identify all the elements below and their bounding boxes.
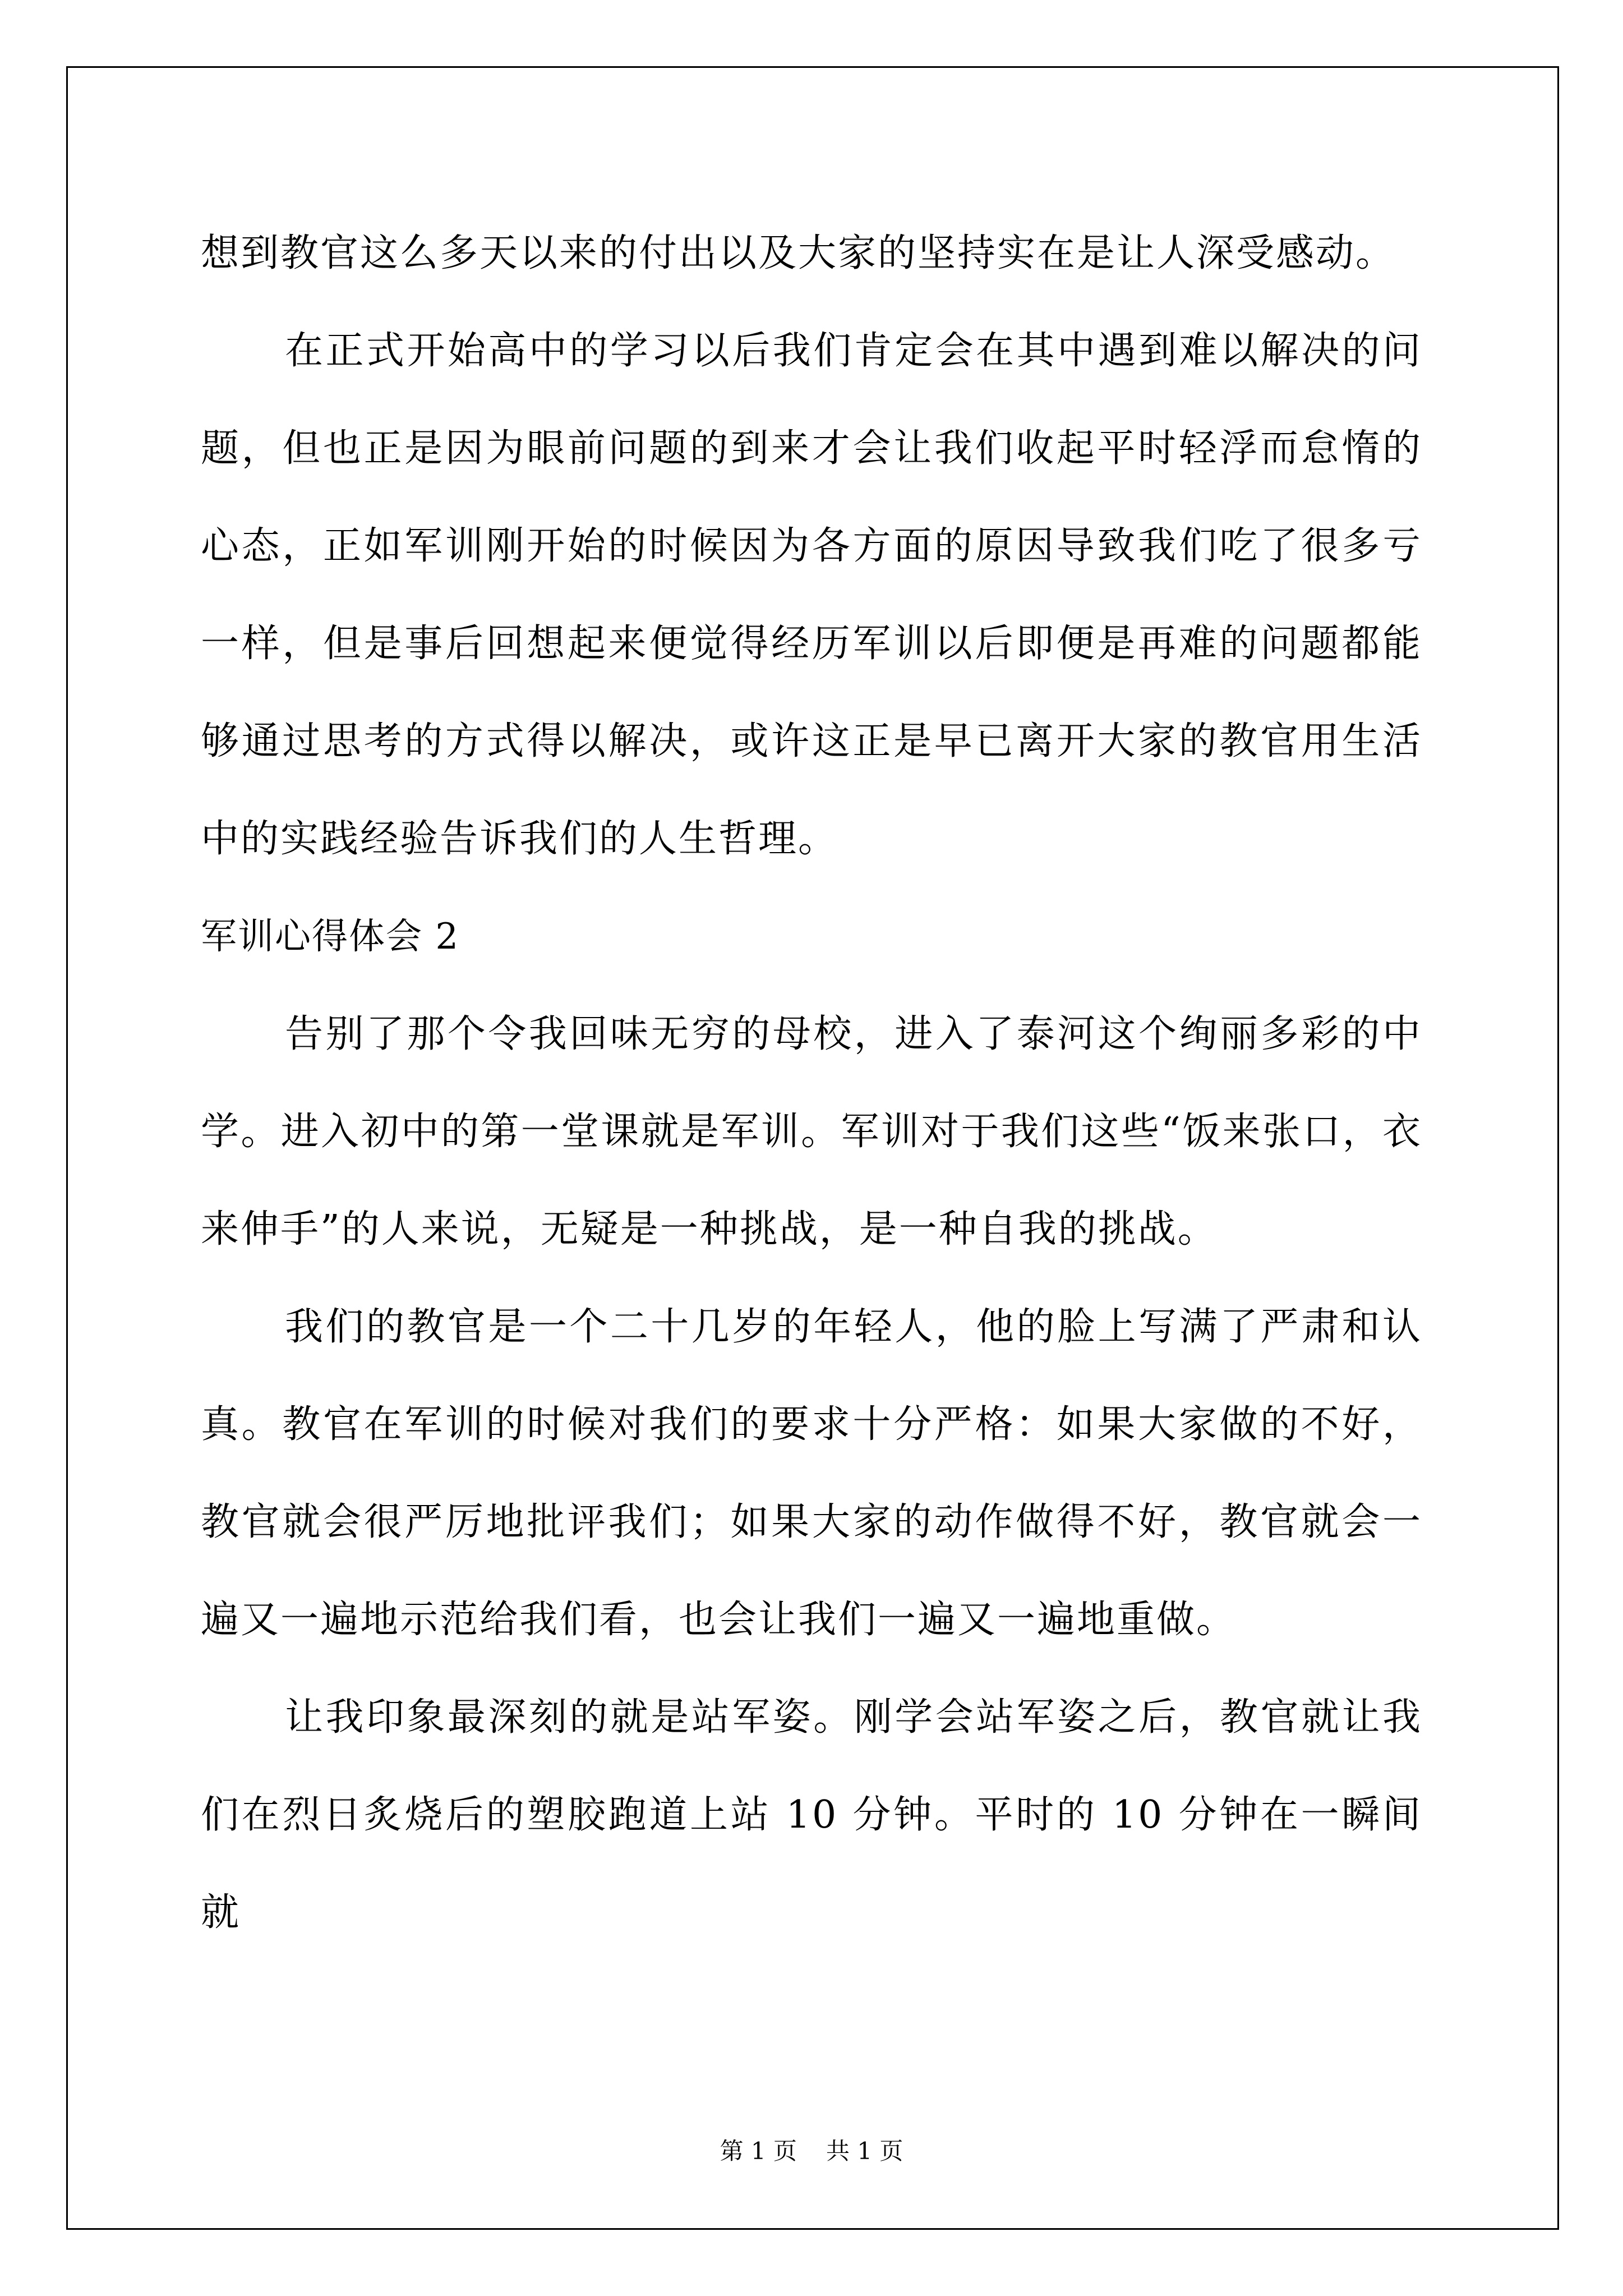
paragraph-1: 想到教官这么多天以来的付出以及大家的坚持实在是让人深受感动。 bbox=[201, 231, 1396, 275]
paragraph-3: 告别了那个令我回味无穷的母校，进入了泰河这个绚丽多彩的中学。进入初中的第一堂课就是军训。军训对于我们这些“饭来张口，衣来伸手”的人来说，无疑是一种挑战，是一种自我的挑战。 bbox=[201, 1012, 1422, 1251]
paragraph-2: 在正式开始高中的学习以后我们肯定会在其中遇到难以解决的问题，但也正是因为眼前问题的到来才会让我们收起平时轻浮而怠惰的心态，正如军训刚开始的时候因为各方面的原因导致我们吃了很多亏一样，但是事后回想起来便觉得经历军训以后即便是再难的问题都能够通过思考的方式得以解决，或许这正是早已离开大家的教官用生活中的实践经验告诉我们的人生哲理。 bbox=[201, 329, 1422, 861]
section-heading: 军训心得体会 2 bbox=[201, 916, 460, 958]
page-number: 第 1 页 bbox=[720, 2137, 797, 2165]
page-footer bbox=[0, 2134, 1623, 2168]
paragraph-4: 我们的教官是一个二十几岁的年轻人，他的脸上写满了严肃和认真。教官在军训的时候对我们的要求十分严格：如果大家做的不好，教官就会很严厉地批评我们；如果大家的动作做得不好，教官就会一遍又一遍地示范给我们看，也会让我们一遍又一遍地重做。 bbox=[201, 1305, 1422, 1642]
document-body bbox=[201, 205, 1422, 1962]
paragraph-5: 让我印象最深刻的就是站军姿。刚学会站军姿之后，教官就让我们在烈日炙烧后的塑胶跑道上站 10 分钟。平时的 10 分钟在一瞬间就 bbox=[201, 1695, 1422, 1935]
page-total: 共 1 页 bbox=[826, 2137, 903, 2165]
